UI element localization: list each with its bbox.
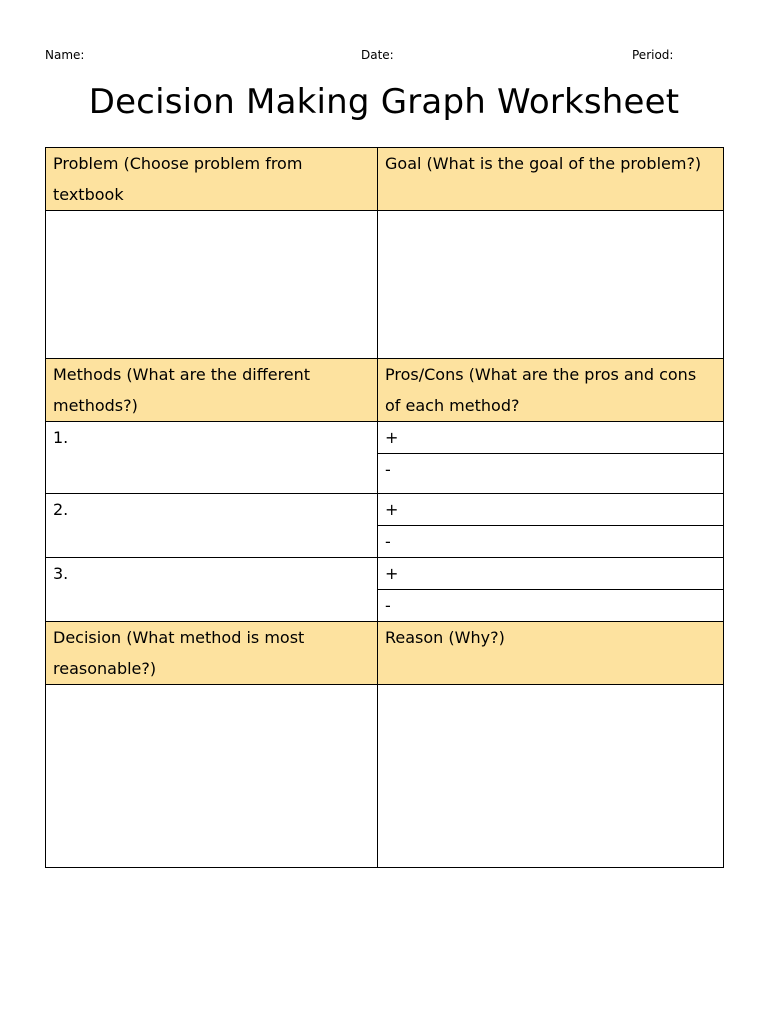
plus-sign: + bbox=[385, 428, 399, 447]
problem-answer-cell[interactable] bbox=[46, 211, 378, 359]
pros-cons-header-cell: Pros/Cons (What are the pros and cons of each method? bbox=[378, 359, 724, 422]
method-1-pros-cell[interactable] bbox=[378, 422, 724, 454]
method-1-cell[interactable]: 1. bbox=[46, 422, 378, 494]
method-1-cons-cell[interactable] bbox=[378, 454, 724, 494]
date-label: Date: bbox=[361, 48, 394, 62]
method-3-pros-cell[interactable] bbox=[378, 558, 724, 590]
period-label: Period: bbox=[632, 48, 674, 62]
method-3-cell[interactable]: 3. bbox=[46, 558, 378, 622]
table-row bbox=[46, 422, 724, 454]
decision-header-cell: Decision (What method is most reasonable?) bbox=[46, 622, 378, 685]
table-row bbox=[46, 148, 724, 211]
reason-header-cell: Reason (Why?) bbox=[378, 622, 724, 685]
minus-sign: - bbox=[385, 532, 391, 551]
table-row bbox=[46, 622, 724, 685]
method-3-cons-cell[interactable] bbox=[378, 590, 724, 622]
plus-sign: + bbox=[385, 500, 399, 519]
method-2-pros-cell[interactable] bbox=[378, 494, 724, 526]
table-row bbox=[46, 558, 724, 590]
minus-sign: - bbox=[385, 460, 391, 479]
goal-header-cell: Goal (What is the goal of the problem?) bbox=[378, 148, 724, 211]
goal-answer-cell[interactable] bbox=[378, 211, 724, 359]
minus-sign: - bbox=[385, 596, 391, 615]
methods-header-cell: Methods (What are the different methods?) bbox=[46, 359, 378, 422]
reason-answer-cell[interactable] bbox=[378, 685, 724, 868]
decision-answer-cell[interactable] bbox=[46, 685, 378, 868]
worksheet-table bbox=[45, 147, 724, 868]
method-2-cell[interactable]: 2. bbox=[46, 494, 378, 558]
method-2-cons-cell[interactable] bbox=[378, 526, 724, 558]
table-row bbox=[46, 685, 724, 868]
name-label: Name: bbox=[45, 48, 85, 62]
plus-sign: + bbox=[385, 564, 399, 583]
worksheet-title: Decision Making Graph Worksheet bbox=[88, 82, 680, 122]
table-row bbox=[46, 359, 724, 422]
table-row bbox=[46, 211, 724, 359]
table-row bbox=[46, 494, 724, 526]
problem-header-cell: Problem (Choose problem from textbook bbox=[46, 148, 378, 211]
